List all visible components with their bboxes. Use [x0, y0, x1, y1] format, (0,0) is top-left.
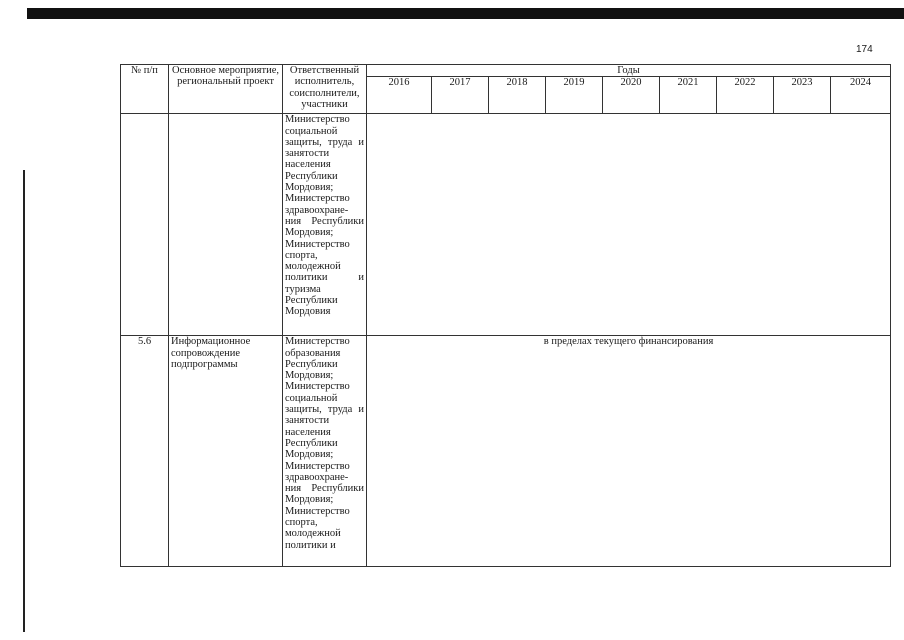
header-year-2019: 2019	[546, 77, 603, 114]
row-financing	[367, 114, 891, 336]
header-year-2020: 2020	[603, 77, 660, 114]
header-year-2018: 2018	[489, 77, 546, 114]
scan-left-edge	[23, 170, 25, 632]
header-event: Основное мероприятие, региональный проект	[169, 65, 283, 114]
row-event: Информационное сопровождение подпрограммы	[169, 336, 283, 567]
row-responsible: Министерство социальной защиты, труда и занятости населения Республики Мордовия; Министерство здравоохране-ния Республики Мордовия; Министерство спорта, молодежной политики и туризма Республики Мордовия	[283, 114, 367, 336]
page-number: 174	[856, 44, 873, 55]
header-year-2017: 2017	[432, 77, 489, 114]
events-table	[120, 64, 891, 567]
header-years-group: Годы	[367, 65, 891, 77]
scan-top-border	[27, 8, 904, 19]
header-year-2022: 2022	[717, 77, 774, 114]
row-responsible: Министерство образования Республики Мордовия; Министерство социальной защиты, труда и занятости населения Республики Мордовия; Министерство здравоохране-ния Республики Мордовия; Министерство спорта, молодежной политики и	[283, 336, 367, 567]
header-year-2024: 2024	[831, 77, 891, 114]
header-row-1	[121, 65, 891, 77]
header-num: № п/п	[121, 65, 169, 114]
row-financing: в пределах текущего финансирования	[367, 336, 891, 567]
header-year-2016: 2016	[367, 77, 432, 114]
row-num	[121, 114, 169, 336]
header-responsible: Ответственный исполнитель, соисполнители, участники	[283, 65, 367, 114]
header-year-2023: 2023	[774, 77, 831, 114]
table-row	[121, 336, 891, 567]
row-num: 5.6	[121, 336, 169, 567]
row-event	[169, 114, 283, 336]
table-row	[121, 114, 891, 336]
header-year-2021: 2021	[660, 77, 717, 114]
